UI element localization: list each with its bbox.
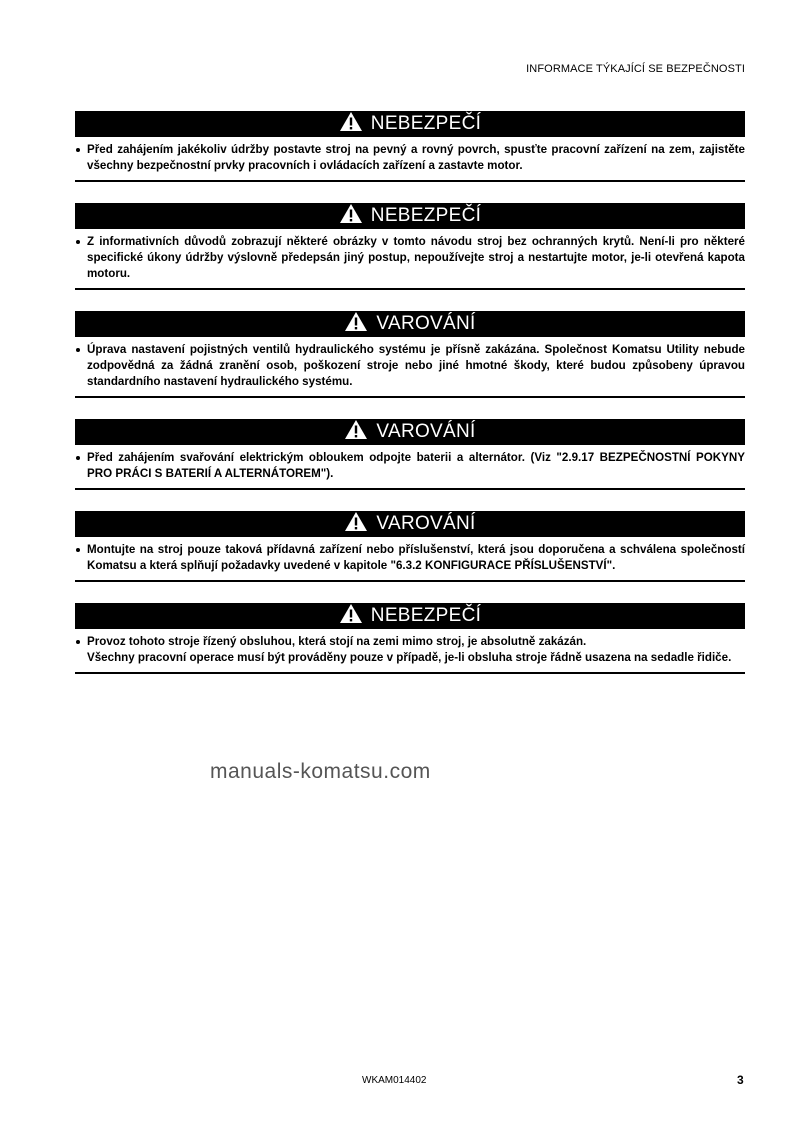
warning-triangle-icon [339,111,363,137]
bullet-icon [75,542,87,574]
notice-banner [75,203,745,229]
warning-triangle-icon [339,603,363,629]
warning-triangle-icon [344,311,368,337]
running-header: INFORMACE TÝKAJÍCÍ SE BEZPEČNOSTI [526,63,745,75]
warning-triangle-icon [339,203,363,229]
notice-label: VAROVÁNÍ [376,421,476,442]
warning-triangle-icon [344,511,368,537]
notice-banner [75,419,745,445]
divider [75,288,745,290]
notice-label: NEBEZPEČÍ [370,205,482,226]
safety-notice-1 [75,111,745,182]
notice-label: VAROVÁNÍ [376,313,476,334]
divider [75,672,745,674]
divider [75,396,745,398]
watermark: manuals-komatsu.com [210,760,431,783]
document-code: WKAM014402 [362,1075,427,1086]
bullet-icon [75,342,87,390]
safety-notice-4 [75,419,745,490]
notice-text: Z informativních důvodů zobrazují některé obrázky v tomto návodu stroj bez ochranných krytů. Není-li pro některé specifické úkony údržby výslovně předepsán jiný postup, nepoužívejte stroj a nestartujte motor, je-li otevřená kapota motoru. [87,235,745,280]
divider [75,488,745,490]
divider [75,580,745,582]
bullet-icon [75,450,87,482]
notice-label: NEBEZPEČÍ [370,605,482,626]
safety-notice-3 [75,311,745,398]
notice-text: Všechny pracovní operace musí být prováděny pouze v případě, je-li obsluha stroje řádně usazena na sedadle řidiče. [87,651,732,664]
bullet-icon [75,634,87,666]
divider [75,180,745,182]
safety-notice-2 [75,203,745,290]
bullet-icon [75,234,87,282]
notice-text: Úprava nastavení pojistných ventilů hydraulického systému je přísně zakázána. Společnost Komatsu Utility nebude zodpovědná za žádná zranění osob, poškození stroje nebo jiné hmotné škody, které budou způsobeny úpravou standardního nastavení hydraulického systému. [87,343,745,388]
notice-text: Montujte na stroj pouze taková přídavná zařízení nebo příslušenství, která jsou doporučena a schválena společností Komatsu a která splňují požadavky uvedené v kapitole "6.3.2 KONFIGURACE PŘÍSLUŠENSTVÍ". [87,543,745,572]
page-number: 3 [737,1073,744,1087]
notice-banner [75,111,745,137]
safety-notice-5 [75,511,745,582]
warning-triangle-icon [344,419,368,445]
notice-banner [75,311,745,337]
notice-text: Před zahájením jakékoliv údržby postavte stroj na pevný a rovný povrch, spusťte pracovní zařízení na zem, zajistěte všechny bezpečnostní prvky pracovních i ovládacích zařízení a zastavte motor. [87,143,745,172]
bullet-icon [75,142,87,174]
safety-notice-6 [75,603,745,674]
notice-label: NEBEZPEČÍ [370,113,482,134]
notice-label: VAROVÁNÍ [376,513,476,534]
notice-banner [75,603,745,629]
notice-banner [75,511,745,537]
notice-text: Provoz tohoto stroje řízený obsluhou, která stojí na zemi mimo stroj, je absolutně zakázán. [87,635,587,648]
safety-notices [75,111,745,695]
notice-text: Před zahájením svařování elektrickým obloukem odpojte baterii a alternátor. (Viz "2.9.17 BEZPEČNOSTNÍ POKYNY PRO PRÁCI S BATERIÍ A ALTERNÁTOREM"). [87,451,745,480]
